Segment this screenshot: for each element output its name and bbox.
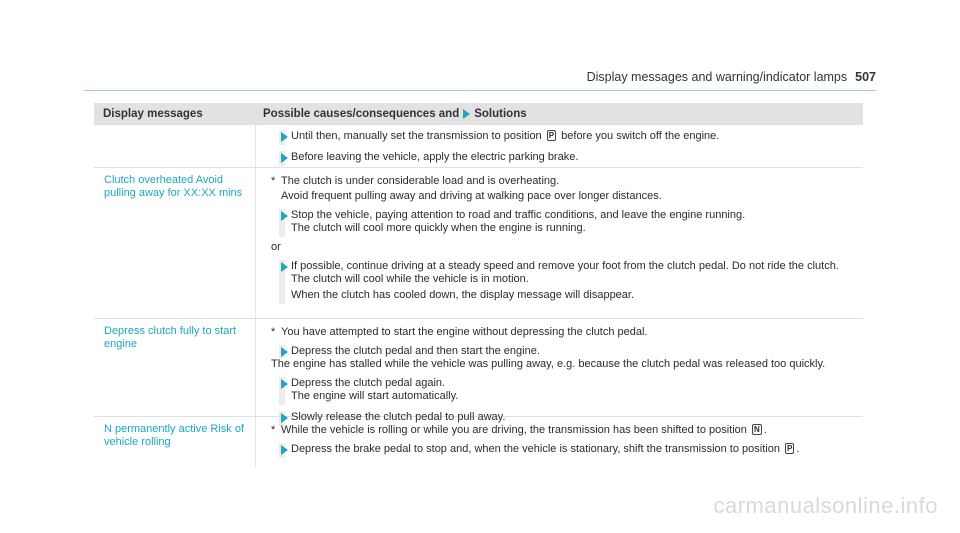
gear-p-icon: P xyxy=(787,444,793,453)
header-title: Display messages and warning/indicator lamps xyxy=(586,70,848,84)
action-text: Depress the clutch pedal and then start the engine. xyxy=(291,345,540,357)
action-item xyxy=(271,151,863,166)
col-header-display-messages: Display messages xyxy=(103,108,203,120)
action-item xyxy=(271,130,863,145)
cause-text: You have attempted to start the engine without depressing the clutch pedal. xyxy=(281,326,648,338)
action-bar xyxy=(279,345,285,358)
col-header-causes xyxy=(256,108,863,120)
cause-line xyxy=(271,175,863,188)
action-bar xyxy=(279,443,285,458)
asterisk-icon: * xyxy=(271,175,276,187)
action-text: If possible, continue driving at a steady speed and remove your foot from the clutch pedal. Do not ride the clutch. xyxy=(291,260,839,272)
cause-text: While the vehicle is rolling or while you are driving, the transmission has been shifted to position N . xyxy=(281,424,767,436)
cause-line xyxy=(271,424,863,437)
messages-table xyxy=(94,103,863,467)
action-item xyxy=(271,377,863,405)
or-text: or xyxy=(271,241,281,253)
col-header-solutions-text: Solutions xyxy=(474,108,527,120)
arrow-right-icon xyxy=(281,379,288,389)
table-row xyxy=(94,417,863,467)
arrow-right-icon xyxy=(281,445,288,455)
action-text: Stop the vehicle, paying attention to road and traffic conditions, and leave the engine running. xyxy=(291,209,746,221)
arrow-right-icon xyxy=(463,109,470,119)
cause-solution-cell xyxy=(256,417,863,467)
action-result-text: When the clutch has cooled down, the display message will disappear. xyxy=(291,289,635,301)
message-cell: N permanently active Risk of vehicle rolling xyxy=(94,417,256,467)
action-text: Depress the brake pedal to stop and, when the vehicle is stationary, shift the transmission to position P . xyxy=(291,443,800,455)
action-result-text: The clutch will cool while the vehicle is in motion. xyxy=(291,273,529,285)
running-header xyxy=(587,70,876,84)
gear-n-icon: N xyxy=(753,425,760,434)
asterisk-icon: * xyxy=(271,424,276,436)
action-bar xyxy=(279,260,285,304)
note-text: The engine has stalled while the vehicle was pulling away, e.g. because the clutch pedal was released too quickly. xyxy=(271,358,826,370)
action-result-text: The engine will start automatically. xyxy=(291,390,459,402)
arrow-right-icon xyxy=(281,132,288,142)
cause-text: Avoid frequent pulling away and driving at walking pace over longer distances. xyxy=(281,190,662,202)
action-item xyxy=(271,260,863,304)
action-item xyxy=(271,443,863,458)
action-bar xyxy=(279,130,285,145)
table-row xyxy=(94,168,863,319)
action-text: Depress the clutch pedal again. xyxy=(291,377,446,389)
asterisk-icon: * xyxy=(271,326,276,338)
action-text: Until then, manually set the transmission to position P before you switch off the engine. xyxy=(291,130,720,142)
header-rule xyxy=(84,90,876,91)
cause-solution-cell xyxy=(256,319,863,423)
solution-cell xyxy=(256,125,863,167)
action-bar xyxy=(279,209,285,237)
action-bar xyxy=(279,377,285,405)
cause-line xyxy=(271,326,863,339)
page-number: 507 xyxy=(855,70,876,84)
arrow-right-icon xyxy=(281,262,288,272)
action-item xyxy=(271,209,863,237)
action-bar xyxy=(279,151,285,166)
table-row xyxy=(94,125,863,168)
action-result-text: The clutch will cool more quickly when the engine is running. xyxy=(291,222,586,234)
arrow-right-icon xyxy=(281,211,288,221)
arrow-right-icon xyxy=(281,153,288,163)
action-text: Slowly release the clutch pedal to pull away. xyxy=(291,411,506,423)
gear-p-icon: P xyxy=(548,131,555,140)
col-header-causes-text: Possible causes/consequences and xyxy=(263,108,460,120)
table-header xyxy=(94,103,863,125)
action-text: Before leaving the vehicle, apply the electric parking brake. xyxy=(291,151,579,163)
cause-text: The clutch is under considerable load and is overheating. xyxy=(281,175,560,187)
message-cell: Depress clutch fully to start engine xyxy=(94,319,256,416)
message-cell xyxy=(94,125,256,167)
action-item xyxy=(271,345,863,358)
watermark: carmanualsonline.info xyxy=(713,493,938,518)
arrow-right-icon xyxy=(281,347,288,357)
page-header xyxy=(0,0,960,90)
cause-solution-cell xyxy=(256,168,863,318)
message-cell: Clutch overheated Avoid pulling away for XX:XX mins xyxy=(94,168,256,318)
table-row xyxy=(94,319,863,423)
